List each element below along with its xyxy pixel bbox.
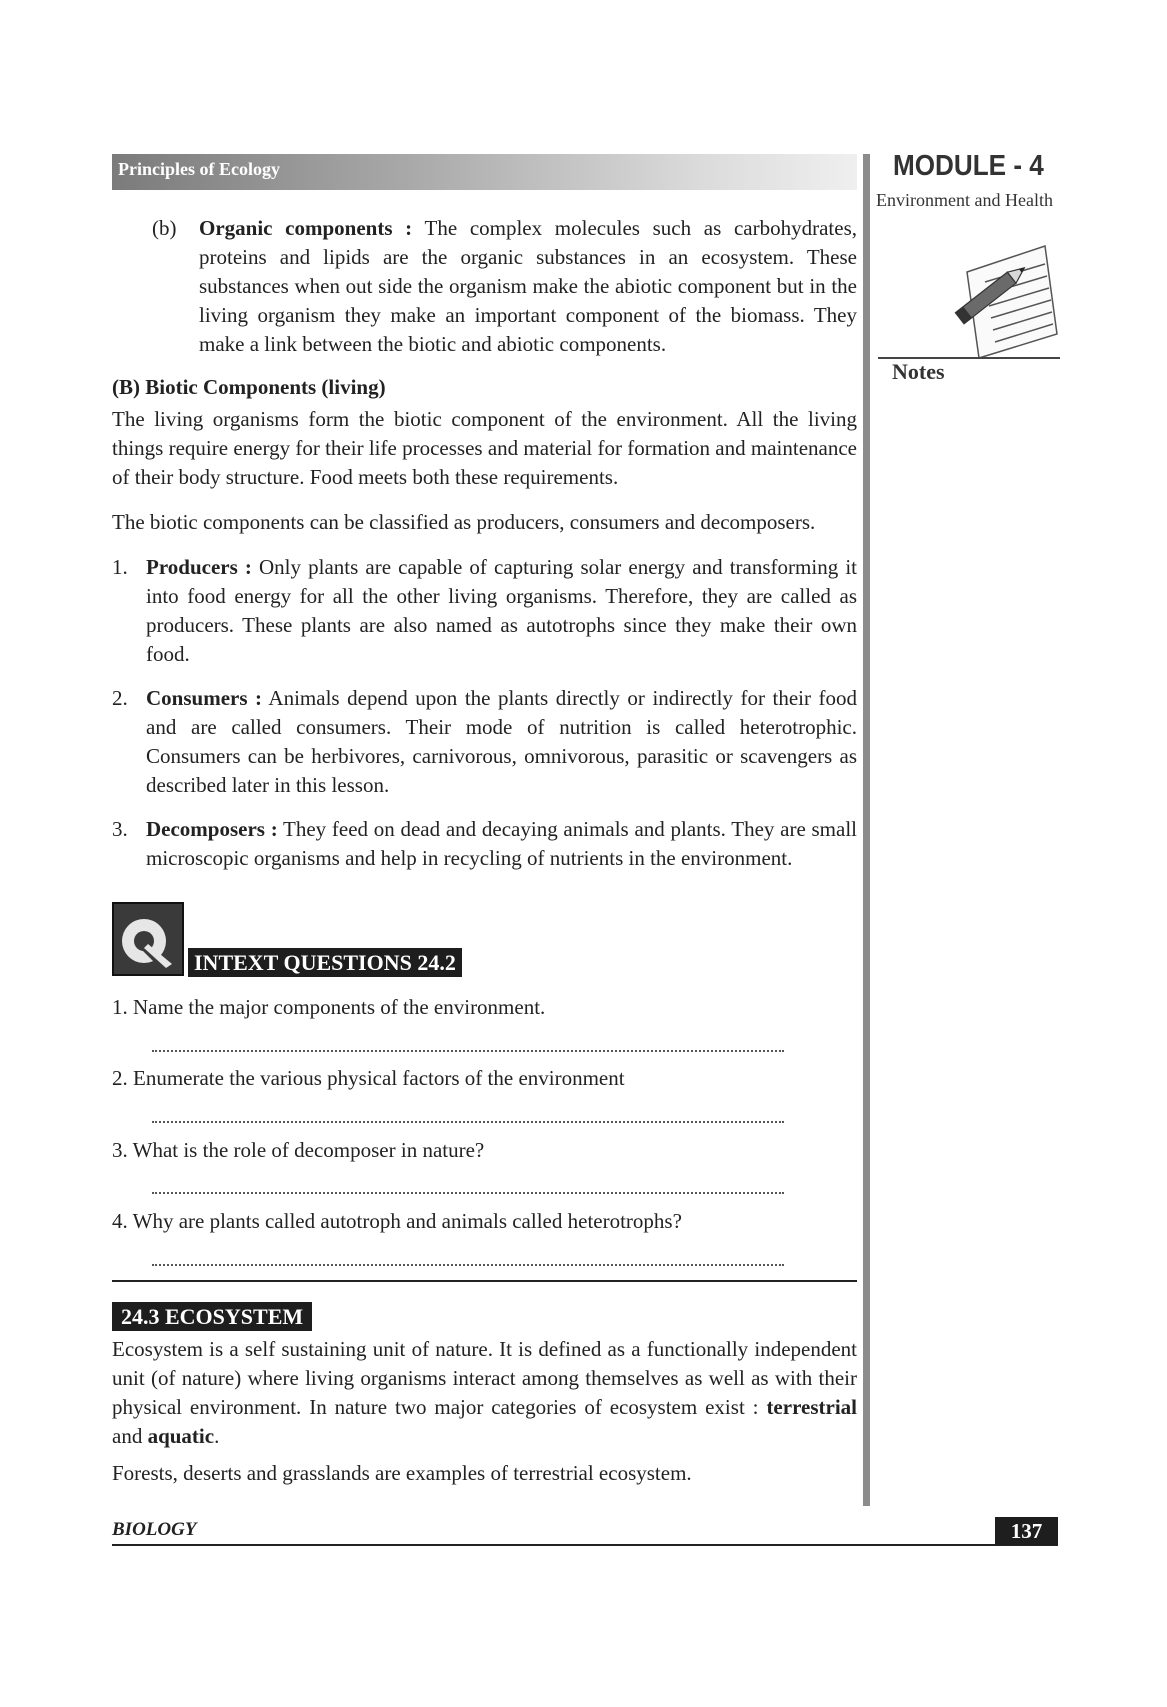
question-4: 4. Why are plants called autotroph and animals called heterotrophs? xyxy=(112,1209,682,1233)
notes-pencil-icon xyxy=(945,242,1060,360)
organic-title: Organic components : xyxy=(199,216,413,240)
notes-label: Notes xyxy=(892,359,945,384)
question-2: 2. Enumerate the various physical factors of the environment xyxy=(112,1066,625,1090)
ecosystem-paragraph-1 xyxy=(112,1335,857,1451)
list-number: 2. xyxy=(112,686,128,710)
question-1: 1. Name the major components of the environment. xyxy=(112,995,546,1019)
footer-subject: BIOLOGY xyxy=(112,1519,197,1540)
ecosystem-text-a: Ecosystem is a self sustaining unit of nature. It is defined as a functionally independent unit (of nature) where living organisms interact among themselves as well as with their physical environment. In nature two major categories of ecosystem exist : xyxy=(112,1337,857,1419)
answer-line-4[interactable] xyxy=(152,1264,784,1268)
question-3: 3. What is the role of decomposer in nature? xyxy=(112,1138,485,1162)
answer-line-1[interactable] xyxy=(152,1050,784,1054)
organic-text: The complex molecules such as carbohydrates, proteins and lipids are the organic substances in an ecosystem. These substances when out side the organism make the abiotic component but in the living organism they make an important component of the biomass. They make a link between the biotic and abiotic components. xyxy=(199,216,857,356)
list-item-consumers xyxy=(146,684,857,800)
footer-rule xyxy=(112,1544,1058,1546)
answer-line-2[interactable] xyxy=(152,1121,784,1125)
biotic-paragraph-1: The living organisms form the biotic component of the environment. All the living things require energy for their life processes and material for formation and maintenance of their body structure. Food meets both these requirements. xyxy=(112,407,857,489)
decomposers-title: Decomposers : xyxy=(146,817,278,841)
consumers-title: Consumers : xyxy=(146,686,263,710)
producers-title: Producers : xyxy=(146,555,252,579)
list-number: 1. xyxy=(112,555,128,579)
term-terrestrial: terrestrial xyxy=(766,1395,857,1419)
running-title: Principles of Ecology xyxy=(118,159,280,179)
organic-marker: (b) xyxy=(152,216,177,240)
section-divider xyxy=(112,1280,857,1282)
ecosystem-text-c: and xyxy=(112,1424,148,1448)
list-item-producers xyxy=(146,553,857,669)
term-aquatic: aquatic xyxy=(147,1424,215,1448)
running-header-bar xyxy=(112,154,857,190)
module-subtitle: Environment and Health xyxy=(876,190,1053,210)
consumers-text: Animals depend upon the plants directly or indirectly for their food and are called consumers. Their mode of nutrition is called heterotrophic. Consumers can be herbivores, carnivorous, omnivorous, parasitic or scavengers as described later in this lesson. xyxy=(146,686,858,797)
page-number: 137 xyxy=(995,1517,1058,1545)
producers-text: Only plants are capable of capturing solar energy and transforming it into food energy for all the other living organisms. Therefore, they are called as producers. These plants are also named as autotrophs since they make their own food. xyxy=(146,555,857,666)
decomposers-text: They feed on dead and decaying animals and plants. They are small microscopic organisms and help in recycling of nutrients in the environment. xyxy=(146,817,857,870)
intext-questions-banner: INTEXT QUESTIONS 24.2 xyxy=(188,948,462,977)
ecosystem-paragraph-2: Forests, deserts and grasslands are examples of terrestrial ecosystem. xyxy=(112,1461,692,1485)
list-number: 3. xyxy=(112,817,128,841)
ecosystem-heading: 24.3 ECOSYSTEM xyxy=(112,1302,312,1331)
margin-rule xyxy=(863,154,870,1506)
biotic-paragraph-2: The biotic components can be classified as producers, consumers and decomposers. xyxy=(112,510,816,534)
ecosystem-text-e: . xyxy=(214,1424,220,1448)
question-icon xyxy=(112,902,184,976)
answer-line-3[interactable] xyxy=(152,1192,784,1196)
biotic-heading: (B) Biotic Components (living) xyxy=(112,375,386,399)
organic-paragraph xyxy=(199,214,857,359)
list-item-decomposers xyxy=(146,815,857,873)
module-title: MODULE - 4 xyxy=(893,150,1044,182)
